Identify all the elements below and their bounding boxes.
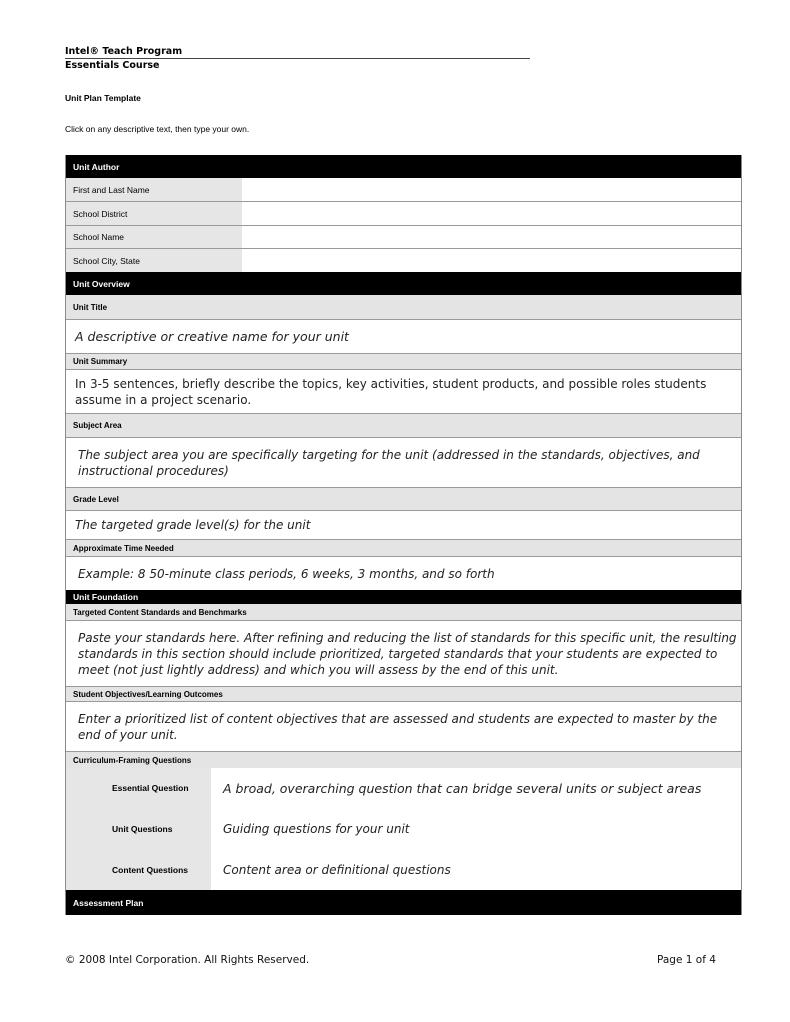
standards-label: Targeted Content Standards and Benchmarks [66,604,741,621]
school-city-state-input[interactable] [242,249,741,272]
essential-question-field[interactable]: A broad, overarching question that can bridge several units or subject areas [223,780,702,796]
field-label: School Name [66,226,242,248]
program-title: Intel® Teach Program [65,46,183,57]
objectives-field[interactable] [66,702,741,752]
objectives-label: Student Objectives/Learning Outcomes [66,687,741,702]
subject-area-label: Subject Area [66,414,741,438]
field-label: First and Last Name [66,178,242,201]
essential-question-label: Essential Question [112,783,189,794]
time-needed-label: Approximate Time Needed [66,540,741,557]
document-title: Unit Plan Template [65,93,141,103]
section-header-unit-overview: Unit Overview [66,272,741,295]
first-last-name-input[interactable] [242,178,741,201]
field-label: School District [66,202,242,225]
page-number: Page 1 of 4 [657,954,716,966]
content-questions-label: Content Questions [112,864,189,875]
cfq-values [211,768,741,890]
instructions-text: Click on any descriptive text, then type your own. [65,124,250,134]
subject-area-field[interactable] [66,438,741,488]
school-district-input[interactable] [242,202,741,225]
time-needed-field[interactable] [66,557,741,590]
objectives-text[interactable]: Enter a prioritized list of content objectives that are assessed and students are expected to master by the end of your unit. [78,711,718,742]
unit-questions-label: Unit Questions [112,824,173,834]
school-name-input[interactable] [242,226,741,248]
time-needed-text[interactable]: Example: 8 50-minute class periods, 6 weeks, 3 months, and so forth [78,566,495,581]
unit-questions-field[interactable]: Guiding questions for your unit [223,822,410,836]
field-row-district [66,202,741,226]
unit-plan-table [65,155,742,915]
field-row-city [66,249,741,272]
unit-title-field[interactable] [66,320,741,354]
copyright-text: © 2008 Intel Corporation. All Rights Reserved. [65,954,310,966]
cfq-labels [66,768,211,890]
header-divider [65,58,530,59]
field-row-school [66,226,741,249]
cfq-label: Curriculum-Framing Questions [66,752,741,768]
section-header-unit-author: Unit Author [66,155,741,178]
content-questions-field[interactable]: Content area or definitional questions [223,862,451,877]
curriculum-framing-questions [66,768,741,890]
unit-title-label: Unit Title [66,295,741,320]
grade-level-text[interactable]: The targeted grade level(s) for the unit [75,518,311,532]
standards-field[interactable] [66,621,741,687]
grade-level-field[interactable] [66,511,741,540]
field-label: School City, State [66,249,242,272]
standards-text[interactable]: Paste your standards here. After refining and reducing the list of standards for this specific unit, the resulting standards in this section should include prioritized, targeted standards that your students are expected to meet (not just lightly address) and which you will assess by the end of this unit. [78,630,737,677]
section-header-assessment-plan: Assessment Plan [66,890,741,915]
unit-summary-text[interactable]: In 3-5 sentences, briefly describe the topics, key activities, student products, and possible roles students assume in a project scenario. [75,376,707,407]
section-header-unit-foundation: Unit Foundation [66,590,741,604]
course-title: Essentials Course [65,60,160,71]
field-row-name [66,178,741,202]
grade-level-label: Grade Level [66,488,741,511]
subject-area-text[interactable]: The subject area you are specifically targeting for the unit (addressed in the standards, objectives, and instructional procedures) [78,447,700,478]
unit-summary-label: Unit Summary [66,354,741,370]
unit-summary-field[interactable] [66,370,741,414]
unit-title-text[interactable]: A descriptive or creative name for your unit [75,328,349,344]
